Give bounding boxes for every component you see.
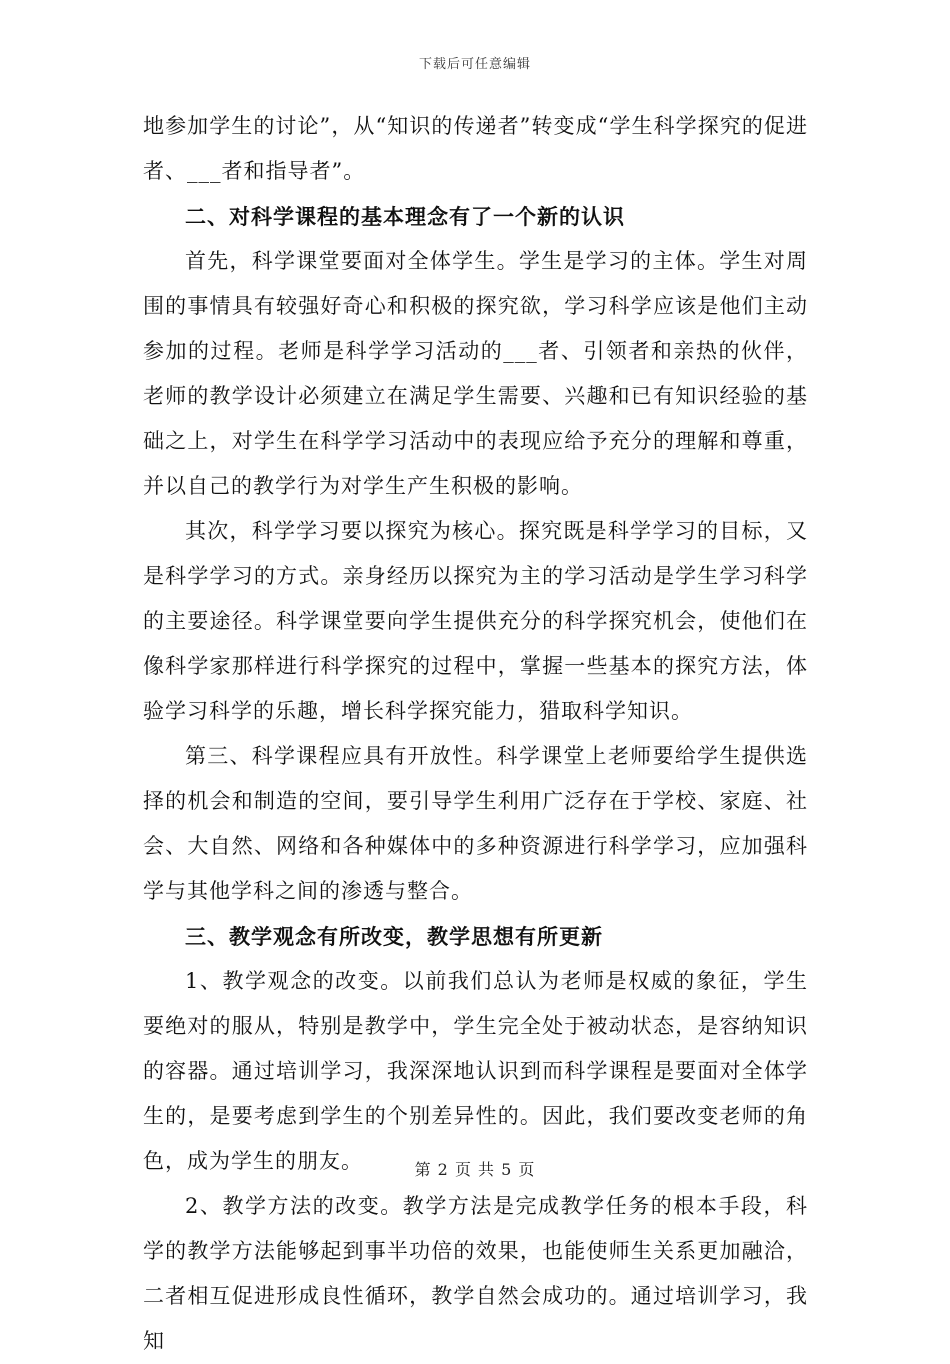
page-header: 下载后可任意编辑 <box>418 57 531 72</box>
section-heading-2: 二、对科学课程的基本理念有了一个新的认识 <box>185 204 625 229</box>
paragraph-continuation: 地参加学生的讨论”，从“知识的传递者”转变成“学生科学探究的促进者、___者和指导者”。 <box>143 114 808 183</box>
paragraph-third: 第三、科学课程应具有开放性。科学课堂上老师要给学生提供选择的机会和制造的空间，要引导学生利用广泛存在于学校、家庭、社会、大自然、网络和各种媒体中的多种资源进行科学学习，应加强科学与其他学科之间的渗透与整合。 <box>143 744 808 903</box>
paragraph-teaching-method: 2、教学方法的改变。教学方法是完成教学任务的根本手段，科学的教学方法能够起到事半功倍的效果，也能使师生关系更加融洽，二者相互促进形成良性循环，教学自然会成功的。通过培训学习，我知 <box>143 1194 808 1353</box>
paragraph-first: 首先，科学课堂要面对全体学生。学生是学习的主体。学生对周围的事情具有较强好奇心和积极的探究欲，学习科学应该是他们主动参加的过程。老师是科学学习活动的___者、引领者和亲热的伙伴，老师的教学设计必须建立在满足学生需要、兴趣和已有知识经验的基础之上，对学生在科学学习活动中的表现应给予充分的理解和尊重，并以自己的教学行为对学生产生积极的影响。 <box>143 249 808 498</box>
paragraph-second: 其次，科学学习要以探究为核心。探究既是科学学习的目标，又是科学学习的方式。亲身经历以探究为主的学习活动是学生学习科学的主要途径。科学课堂要向学生提供充分的科学探究机会，使他们在像科学家那样进行科学探究的过程中，掌握一些基本的探究方法，体验学习科学的乐趣，增长科学探究能力，猎取科学知识。 <box>143 519 808 723</box>
section-heading-3: 三、教学观念有所改变，教学思想有所更新 <box>185 924 603 949</box>
paragraph-teaching-concept: 1、教学观念的改变。以前我们总认为老师是权威的象征，学生要绝对的服从，特别是教学中，学生完全处于被动状态，是容纳知识的容器。通过培训学习，我深深地认识到而科学课程是要面对全体学生的，是要考虑到学生的个别差异性的。因此，我们要改变老师的角色，成为学生的朋友。 <box>143 969 808 1173</box>
page-number: 第 2 页 共 5 页 <box>414 1160 536 1179</box>
